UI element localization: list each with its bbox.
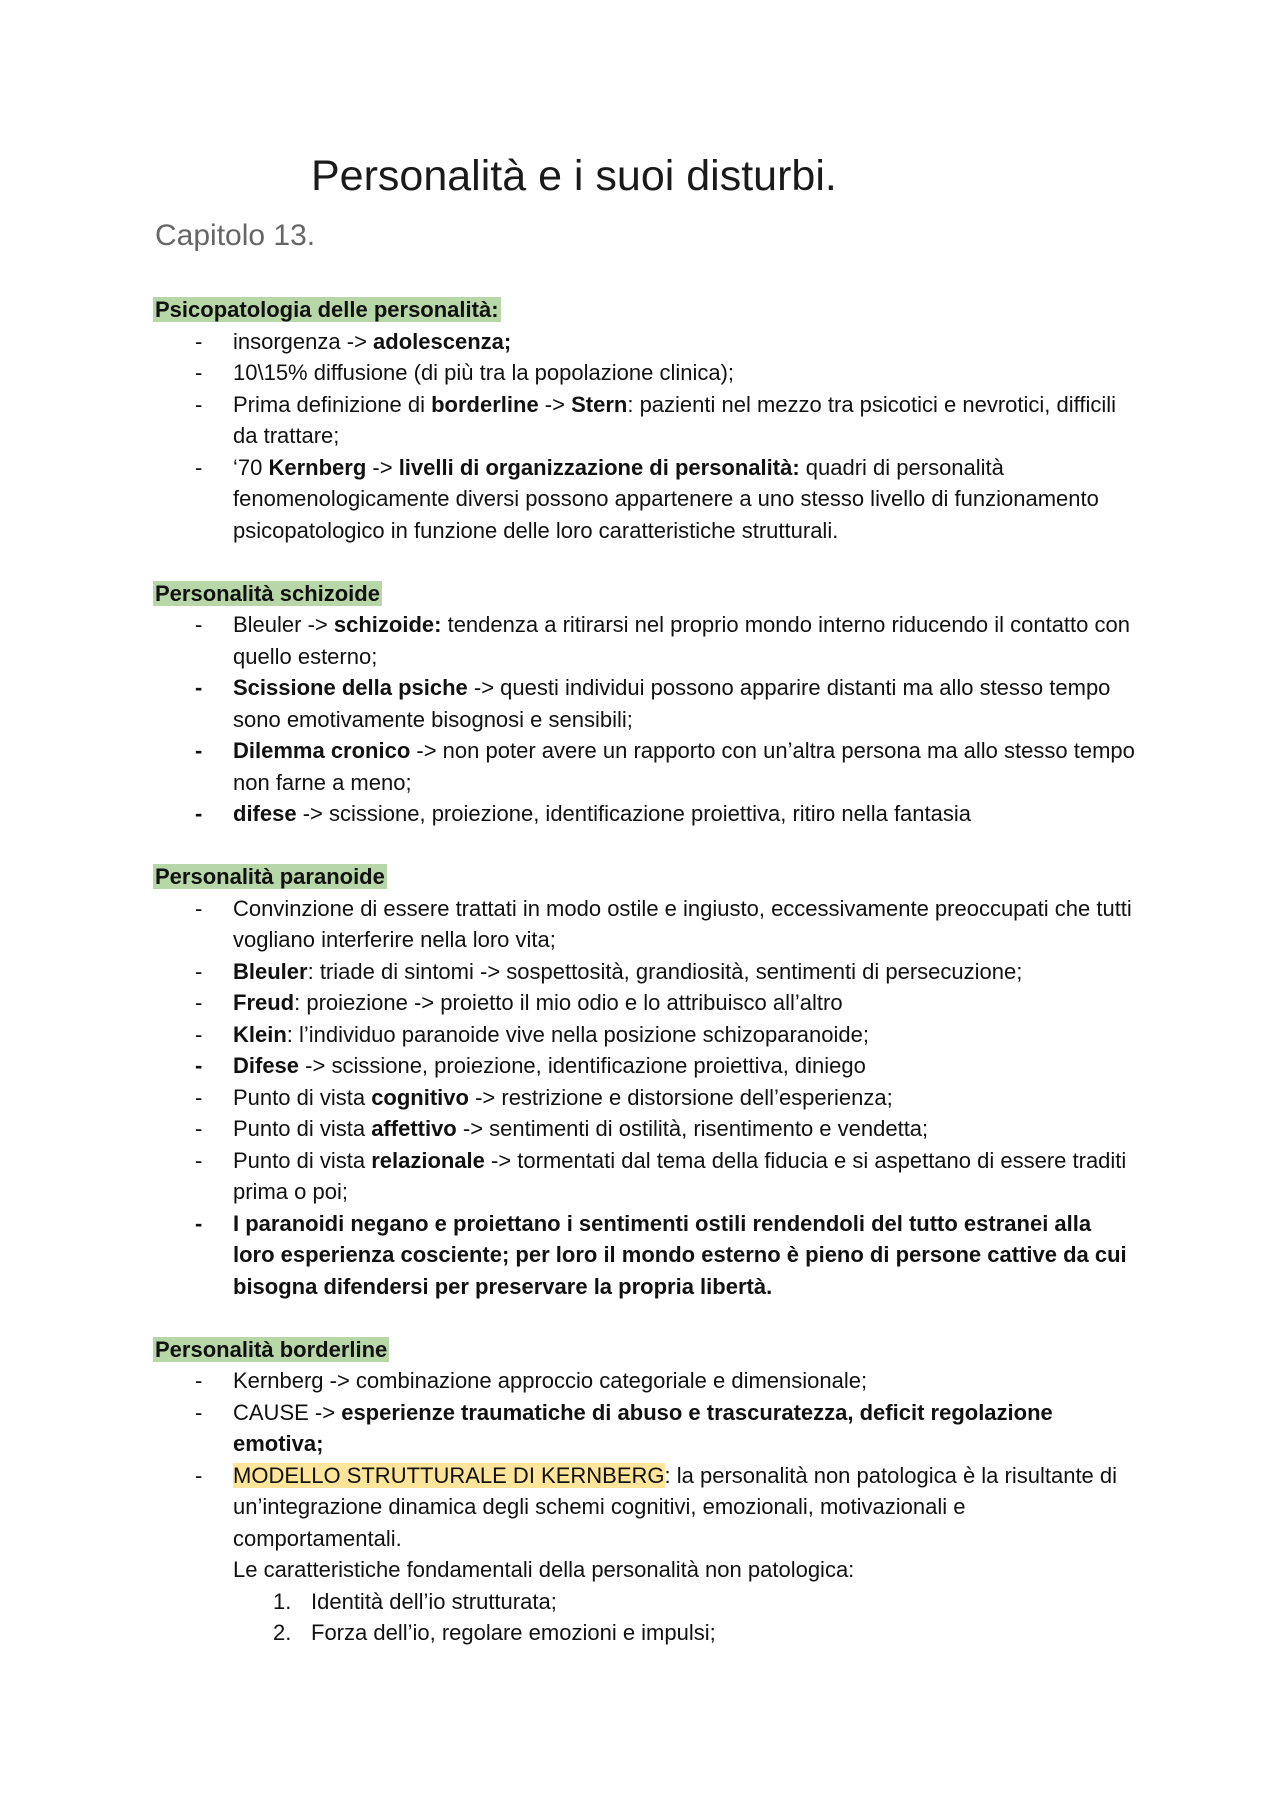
list-item: - 10\15% diffusione (di più tra la popolazione clinica);: [195, 360, 735, 385]
section-psicopatologia: [155, 294, 1135, 546]
highlighted-term: MODELLO STRUTTURALE DI KERNBERG: [233, 1462, 665, 1488]
section-heading: Personalità schizoide: [155, 580, 380, 606]
list-item: - Freud: proiezione -> proietto il mio odio e lo attribuisco all’altro: [195, 990, 843, 1015]
chapter-subtitle: Capitolo 13.: [155, 219, 316, 252]
section-heading: Personalità paranoide: [155, 864, 385, 889]
note-text: Le caratteristiche fondamentali della personalità non patologica:: [233, 1557, 855, 1582]
numbered-item: 2. Forza dell’io, regolare emozioni e impulsi;: [273, 1620, 716, 1645]
list-item: - Kernberg -> combinazione approccio categoriale e dimensionale;: [195, 1368, 868, 1393]
section-heading: Psicopatologia delle personalità:: [155, 297, 499, 322]
list-item: - Prima definizione di borderline -> Stern: pazienti nel mezzo tra psicotici e nevrotici, difficili da trattare;: [195, 391, 1117, 448]
list-item: - Punto di vista affettivo -> sentimenti di ostilità, risentimento e vendetta;: [195, 1116, 929, 1141]
list-item: - Punto di vista relazionale -> tormentati dal tema della fiducia e si aspettano di essere traditi prima o poi;: [195, 1147, 1127, 1204]
section-paranoide: [155, 861, 1135, 1302]
list-item: - Dilemma cronico -> non poter avere un rapporto con un’altra persona ma allo stesso tempo non farne a meno;: [195, 738, 1135, 795]
list-item: - MODELLO STRUTTURALE DI KERNBERG: la personalità non patologica è la risultante di un’integrazione dinamica degli schemi cognitivi, emozionali, motivazionali e comportamentali. Le caratteristiche fondamentali della personalità non patologica: 1. Identità dell’io strutturata; 2. Forza dell’io, regolare emozioni e impulsi;: [155, 1460, 1135, 1649]
section-heading: Personalità borderline: [155, 1336, 388, 1362]
section-borderline: [155, 1334, 1135, 1649]
section-schizoide: [155, 578, 1135, 830]
list-item: - I paranoidi negano e proiettano i sentimenti ostili rendendoli del tutto estranei alla loro esperienza cosciente; per loro il mondo esterno è pieno di persone cattive da cui bisogna difendersi per preservare la propria libertà.: [195, 1210, 1127, 1299]
list-item: - insorgenza -> adolescenza;: [195, 328, 512, 354]
list-item: - Klein: l’individuo paranoide vive nella posizione schizoparanoide;: [195, 1021, 869, 1047]
list-item: - Bleuler: triade di sintomi -> sospettosità, grandiosità, sentimenti di persecuzione;: [195, 958, 1023, 984]
list-item: - ‘70 Kernberg -> livelli di organizzazione di personalità: quadri di personalità fenomenologicamente diversi possono appartenere a uno stesso livello di funzionamento psicopatologico in funzione delle loro caratteristiche strutturali.: [195, 454, 1099, 543]
document-body: [155, 294, 1135, 1680]
document-title: Personalità e i suoi disturbi.: [311, 152, 837, 200]
numbered-item: 1. Identità dell’io strutturata;: [273, 1588, 557, 1614]
list-item: - CAUSE -> esperienze traumatiche di abuso e trascuratezza, deficit regolazione emotiva;: [195, 1399, 1053, 1456]
list-item: - Bleuler -> schizoide: tendenza a ritirarsi nel proprio mondo interno riducendo il contatto con quello esterno;: [195, 612, 1130, 669]
list-item: - Scissione della psiche -> questi individui possono apparire distanti ma allo stesso tempo sono emotivamente bisognosi e sensibili;: [195, 675, 1111, 732]
list-item: - difese -> scissione, proiezione, identificazione proiettiva, ritiro nella fantasia: [195, 801, 971, 826]
list-item: - Punto di vista cognitivo -> restrizione e distorsione dell’esperienza;: [195, 1084, 893, 1110]
list-item: - Difese -> scissione, proiezione, identificazione proiettiva, diniego: [195, 1053, 866, 1078]
list-item: - Convinzione di essere trattati in modo ostile e ingiusto, eccessivamente preoccupati che tutti vogliano interferire nella loro vita;: [195, 895, 1132, 952]
